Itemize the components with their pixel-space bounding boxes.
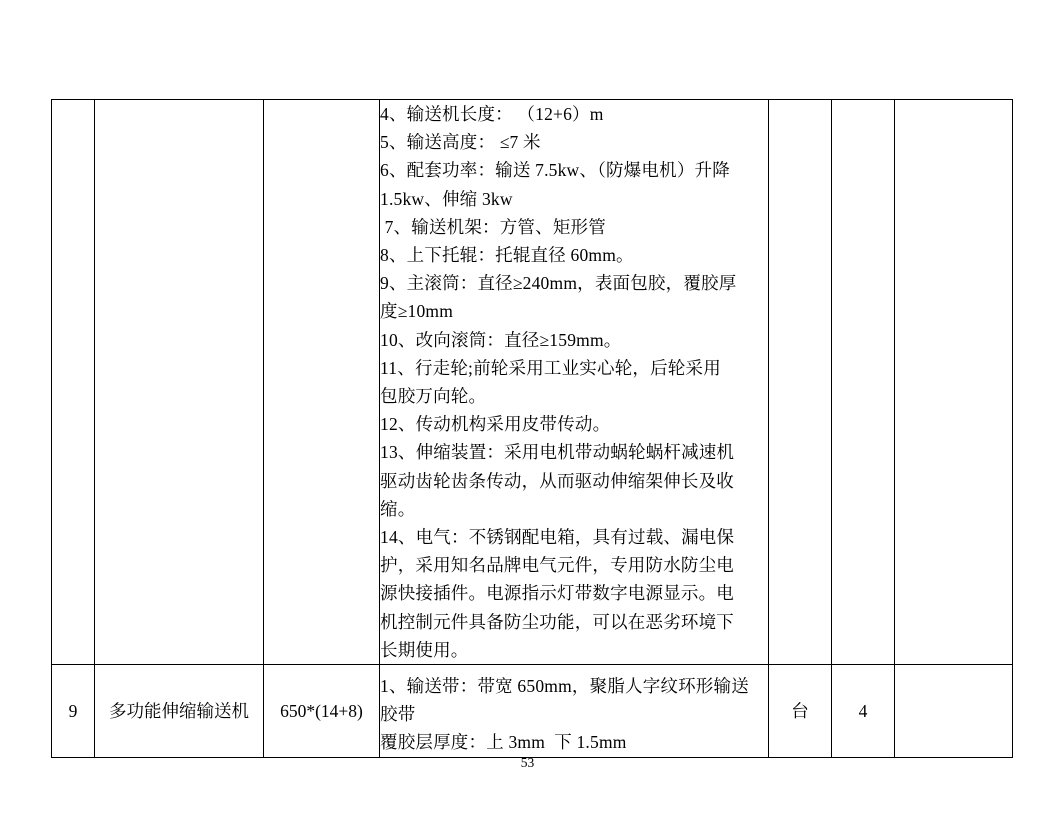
desc-line: 8、上下托辊：托辊直径 60mm。 [380,245,634,266]
desc-line: 9、主滚筒：直径≥240mm，表面包胶，覆胶厚 [380,273,737,294]
desc-line: 14、电气：不锈钢配电箱，具有过载、漏电保 [380,527,735,548]
cell-specification [264,100,380,665]
desc-line: 5、输送高度： ≤7 米 [380,132,541,153]
desc-line: 覆胶层厚度：上 3mm 下 1.5mm [380,732,627,753]
desc-line: 缩。 [380,498,416,519]
cell-unit: 台 [769,665,832,758]
desc-line: 长期使用。 [380,639,469,660]
desc-line: 7、输送机架：方管、矩形管 [380,216,606,237]
desc-line: 1.5kw、伸缩 3kw [380,188,513,209]
desc-line: 4、输送机长度： （12+6）m [380,104,604,124]
table-row [52,665,1013,758]
desc-line: 胶带 [380,704,416,725]
cell-remark [895,665,1013,758]
table-body [52,100,1013,758]
desc-line: 包胶万向轮。 [380,386,487,407]
desc-line: 6、配套功率：输送 7.5kw、（防爆电机）升降 [380,160,730,181]
cell-technical-requirements [380,100,769,665]
cell-remark [895,100,1013,665]
cell-quantity: 4 [832,665,895,758]
cell-unit [769,100,832,665]
desc-line: 驱动齿轮齿条传动，从而驱动伸缩架伸长及收 [380,470,734,491]
cell-quantity [832,100,895,665]
cell-specification: 650*(14+8) [264,665,380,758]
desc-line: 11、行走轮;前轮采用工业实心轮，后轮采用 [380,357,721,378]
desc-line: 1、输送带：带宽 650mm，聚脂人字纹环形输送 [380,676,749,697]
desc-line: 13、伸缩装置：采用电机带动蜗轮蜗杆减速机 [380,442,735,463]
cell-item-name: 多功能伸缩输送机 [95,665,264,758]
specification-table [51,99,1013,758]
cell-technical-requirements [380,665,769,758]
desc-line: 护，采用知名品牌电气元件，专用防水防尘电 [380,555,734,576]
cell-item-name [95,100,264,665]
desc-line: 源快接插件。电源指示灯带数字电源显示。电 [380,583,734,604]
desc-line: 机控制元件具备防尘功能，可以在恶劣环境下 [380,611,734,632]
cell-serial-number [52,100,95,665]
table-row [52,100,1013,665]
desc-line: 12、传动机构采用皮带传动。 [380,414,611,435]
desc-line: 度≥10mm [380,301,454,322]
cell-serial-number: 9 [52,665,95,758]
page-number: 53 [520,755,535,770]
desc-line: 10、改向滚筒：直径≥159mm。 [380,329,622,350]
